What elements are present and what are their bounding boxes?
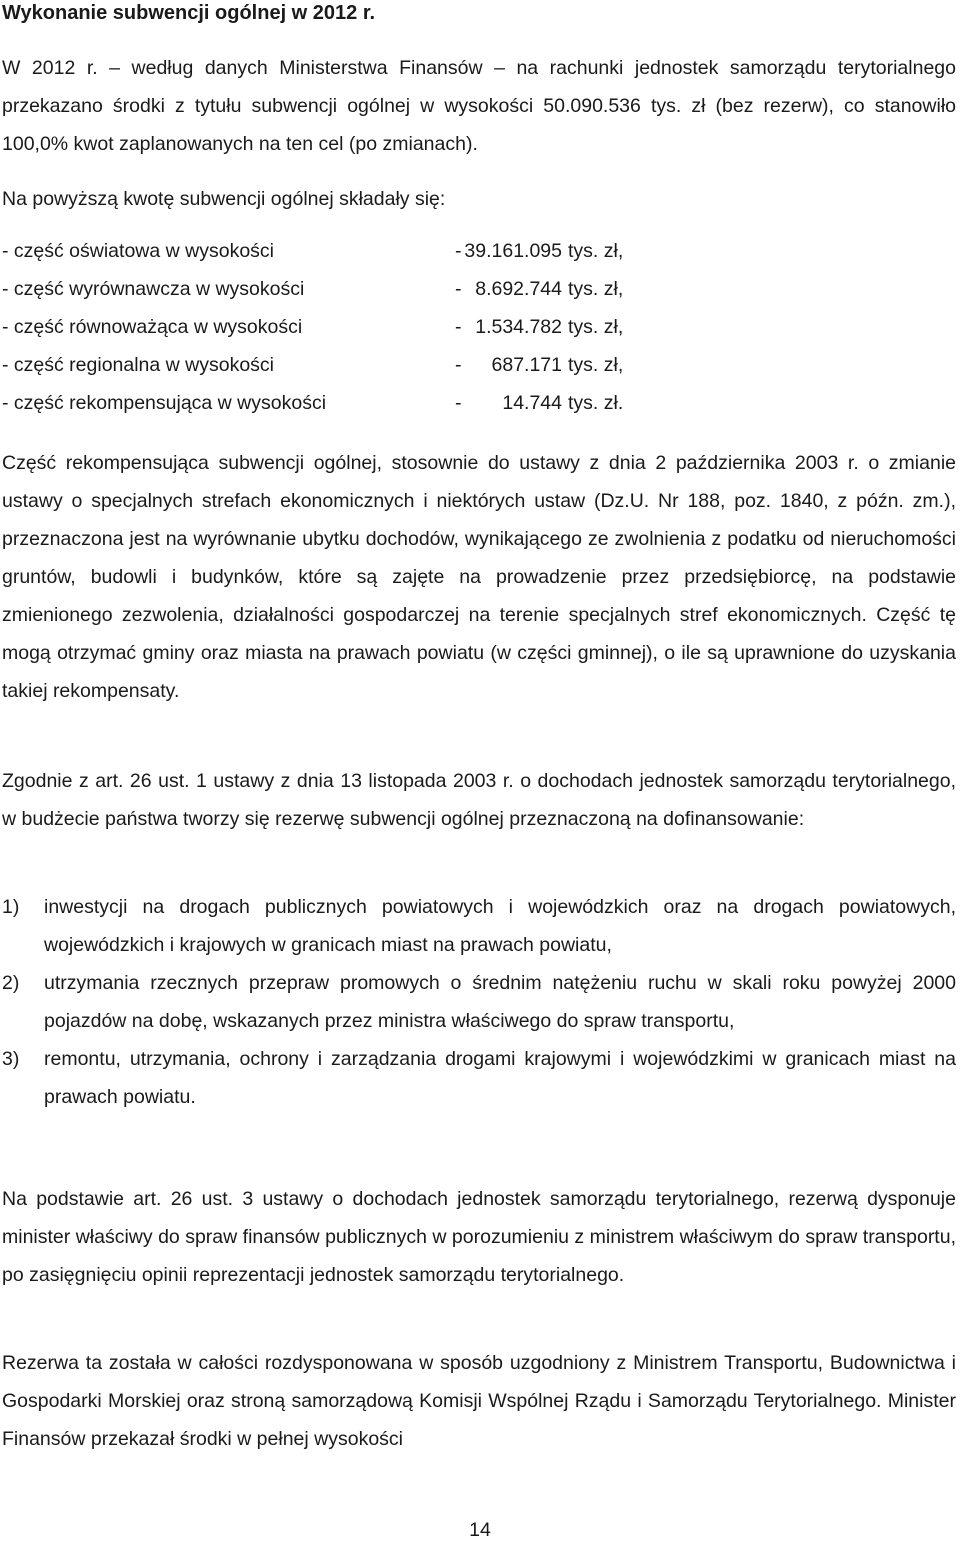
breakdown-list	[2, 232, 702, 422]
breakdown-row	[2, 232, 702, 270]
breakdown-unit: tys. zł,	[568, 278, 624, 300]
intro-paragraph: W 2012 r. – według danych Ministerstwa Finansów – na rachunki jednostek samorządu terytorialnego przekazano środki z tytułu subwencji ogólnej w wysokości 50.090.536 tys. zł (bez rezerw), co stanowiło 100,0% kwot zaplanowanych na ten cel (po zmianach).	[2, 57, 956, 155]
breakdown-dash: -	[455, 392, 462, 414]
rezerwa-paragraph: Zgodnie z art. 26 ust. 1 ustawy z dnia 13 listopada 2003 r. o dochodach jednostek samorządu terytorialnego, w budżecie państwa tworzy się rezerwę subwencji ogólnej przeznaczoną na dofinansowanie:	[2, 770, 956, 830]
breakdown-label: - część rekompensująca w wysokości	[2, 392, 327, 414]
breakdown-row	[2, 346, 702, 384]
rozdysponowana-paragraph: Rezerwa ta została w całości rozdysponowana w sposób uzgodniony z Ministrem Transportu, Budownictwa i Gospodarki Morskiej oraz stroną samorządową Komisji Wspólnej Rządu i Samorządu Terytorialnego. Minister Finansów przekazał środki w pełnej wysokości	[2, 1352, 956, 1450]
breakdown-label: - część oświatowa w wysokości	[2, 240, 274, 262]
list-item	[2, 1040, 956, 1116]
list-item	[2, 888, 956, 964]
breakdown-row	[2, 384, 702, 422]
breakdown-dash: -	[455, 316, 462, 338]
breakdown-unit: tys. zł.	[568, 392, 624, 414]
breakdown-unit: tys. zł,	[568, 316, 624, 338]
section-heading: Wykonanie subwencji ogólnej w 2012 r.	[2, 2, 376, 24]
breakdown-value: 14.744	[502, 392, 562, 414]
breakdown-value: 687.171	[491, 354, 562, 376]
list-item-number: 2)	[2, 972, 20, 994]
list-item	[2, 964, 956, 1040]
list-item-text: remontu, utrzymania, ochrony i zarządzania drogami krajowymi i wojewódzkimi w granicach miast na prawach powiatu.	[44, 1048, 956, 1108]
breakdown-dash: -	[455, 354, 462, 376]
list-item-number: 1)	[2, 896, 20, 918]
list-item-number: 3)	[2, 1048, 20, 1070]
breakdown-value: 8.692.744	[475, 278, 562, 300]
breakdown-label: - część równoważąca w wysokości	[2, 316, 303, 338]
list-item-text: utrzymania rzecznych przepraw promowych o średnim natężeniu ruchu w skali roku powyżej 2000 pojazdów na dobę, wskazanych przez ministra właściwego do spraw transportu,	[44, 972, 956, 1032]
breakdown-intro: Na powyższą kwotę subwencji ogólnej składały się:	[2, 188, 446, 210]
dysponent-paragraph: Na podstawie art. 26 ust. 3 ustawy o dochodach jednostek samorządu terytorialnego, rezerwą dysponuje minister właściwy do spraw finansów publicznych w porozumieniu z ministrem właściwym do spraw transportu, po zasięgnięciu opinii reprezentacji jednostek samorządu terytorialnego.	[2, 1188, 956, 1286]
rekompensata-paragraph: Część rekompensująca subwencji ogólnej, stosownie do ustawy z dnia 2 października 2003 r. o zmianie ustawy o specjalnych strefach ekonomicznych i niektórych ustaw (Dz.U. Nr 188, poz. 1840, z późn. zm.), przeznaczona jest na wyrównanie ubytku dochodów, wynikającego ze zwolnienia z podatku od nieruchomości gruntów, budowli i budynków, które są zajęte na prowadzenie przez przedsiębiorcę, na podstawie zmienionego zezwolenia, działalności gospodarczej na terenie specjalnych stref ekonomicznych. Część tę mogą otrzymać gminy oraz miasta na prawach powiatu (w części gminnej), o ile są uprawnione do uzyskania takiej rekompensaty.	[2, 452, 956, 702]
breakdown-dash: -	[455, 278, 462, 300]
breakdown-label: - część regionalna w wysokości	[2, 354, 275, 376]
breakdown-unit: tys. zł,	[568, 354, 624, 376]
page-number: 14	[469, 1519, 491, 1541]
breakdown-dash: -	[455, 240, 462, 262]
purpose-list	[2, 888, 956, 1116]
breakdown-value: 39.161.095	[464, 240, 562, 262]
breakdown-value: 1.534.782	[475, 316, 562, 338]
breakdown-label: - część wyrównawcza w wysokości	[2, 278, 305, 300]
list-item-text: inwestycji na drogach publicznych powiatowych i wojewódzkich oraz na drogach powiatowych, wojewódzkich i krajowych w granicach miast na prawach powiatu,	[44, 896, 956, 956]
breakdown-unit: tys. zł,	[568, 240, 624, 262]
breakdown-row	[2, 308, 702, 346]
breakdown-row	[2, 270, 702, 308]
